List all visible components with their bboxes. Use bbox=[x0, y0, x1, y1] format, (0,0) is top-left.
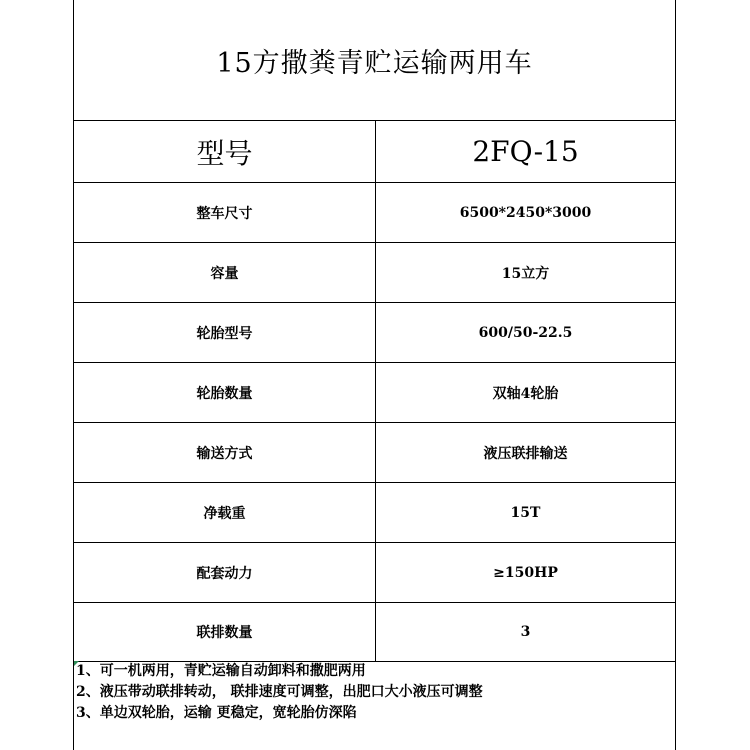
spec-label: 联排数量 bbox=[196, 625, 253, 641]
spec-value: 15T bbox=[510, 504, 541, 521]
spec-value-cell bbox=[376, 423, 675, 482]
spec-row bbox=[74, 303, 675, 363]
spec-value: 15立方 bbox=[501, 265, 550, 282]
spec-value-cell bbox=[376, 303, 675, 362]
spec-value: 液压联排输送 bbox=[483, 445, 568, 462]
spec-value-cell bbox=[376, 543, 675, 602]
spec-row bbox=[74, 603, 675, 662]
page-title: 15方撒粪青贮运输两用车 bbox=[216, 47, 533, 79]
spec-value-cell bbox=[376, 603, 675, 661]
spec-value: 6500*2450*3000 bbox=[459, 204, 592, 221]
spec-label: 轮胎型号 bbox=[196, 325, 253, 342]
spec-value-cell bbox=[376, 483, 675, 542]
model-value-cell bbox=[376, 121, 675, 182]
model-row bbox=[74, 121, 675, 183]
spec-value-cell bbox=[376, 243, 675, 302]
spec-label: 净载重 bbox=[203, 505, 246, 522]
spec-value: 双轴4轮胎 bbox=[492, 385, 559, 402]
note-line: 1、可一机两用，青贮运输自动卸料和撒肥两用 bbox=[76, 663, 366, 679]
spec-label-cell bbox=[74, 183, 376, 242]
spec-value-cell bbox=[376, 183, 675, 242]
note-line: 3、单边双轮胎，运输 更稳定，宽轮胎仿深陷 bbox=[76, 705, 357, 721]
model-label-cell bbox=[74, 121, 376, 182]
spec-label: 输送方式 bbox=[196, 445, 253, 462]
spec-row bbox=[74, 423, 675, 483]
model-label: 型号 bbox=[196, 136, 253, 170]
spec-label: 轮胎数量 bbox=[196, 385, 253, 402]
spec-value: 3 bbox=[520, 624, 531, 640]
spec-label: 容量 bbox=[210, 265, 239, 282]
spec-row bbox=[74, 483, 675, 543]
spec-value: ≥150HP bbox=[493, 564, 558, 581]
spec-label-cell bbox=[74, 603, 376, 661]
title-row bbox=[74, 0, 675, 121]
spec-row bbox=[74, 363, 675, 423]
spec-label-cell bbox=[74, 543, 376, 602]
spec-label-cell bbox=[74, 303, 376, 362]
spec-label: 整车尺寸 bbox=[196, 205, 253, 222]
spec-value: 600/50-22.5 bbox=[478, 324, 573, 341]
spec-row bbox=[74, 243, 675, 303]
spec-label-cell bbox=[74, 423, 376, 482]
model-value: 2FQ-15 bbox=[472, 135, 579, 168]
spec-label-cell bbox=[74, 363, 376, 422]
spec-label: 配套动力 bbox=[196, 565, 253, 582]
spec-label-cell bbox=[74, 243, 376, 302]
spec-sheet bbox=[73, 0, 676, 750]
spec-label-cell bbox=[74, 483, 376, 542]
note-line: 2、液压带动联排转动， 联排速度可调整，出肥口大小液压可调整 bbox=[76, 684, 483, 700]
spec-row bbox=[74, 543, 675, 603]
spec-row bbox=[74, 183, 675, 243]
spec-value-cell bbox=[376, 363, 675, 422]
notes-block bbox=[74, 661, 675, 724]
